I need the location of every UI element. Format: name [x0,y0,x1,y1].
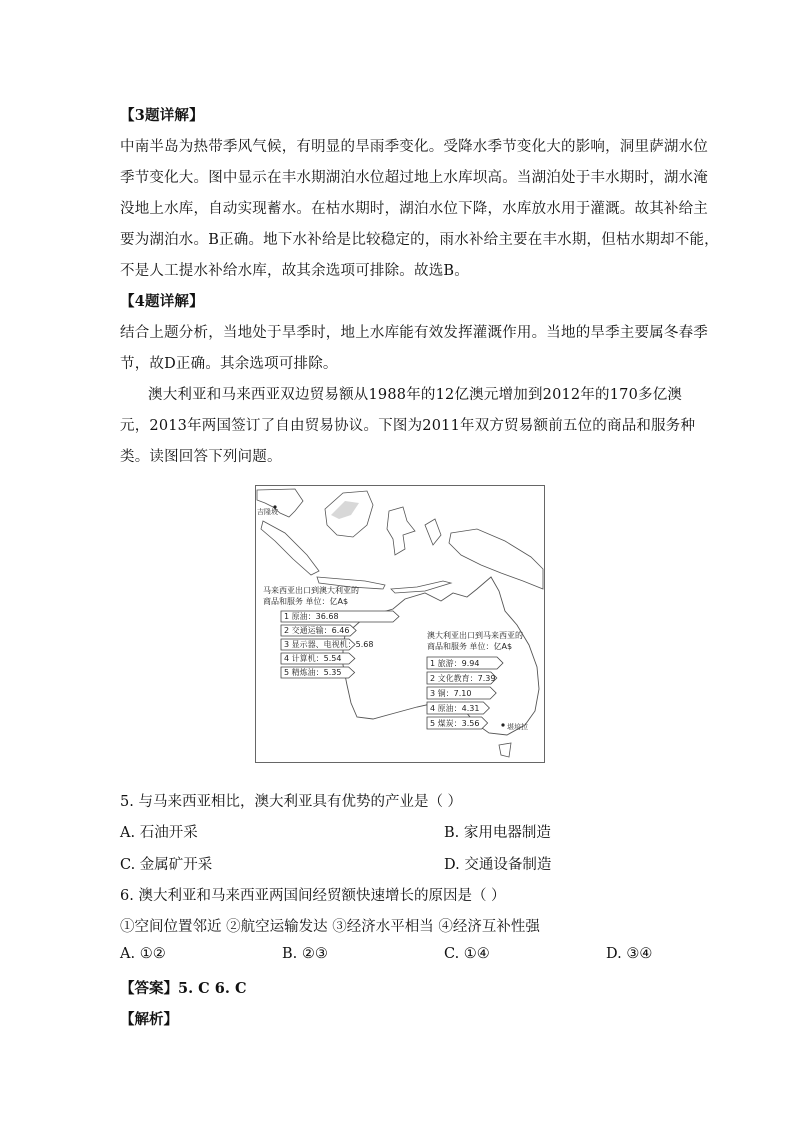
analysis-heading: 【解析】 [120,1011,178,1028]
kuala-lumpur-label: 吉隆坡 [257,508,278,516]
q5-option-c: C. 金属矿开采 [120,857,213,873]
q5-option-b: B. 家用电器制造 [444,825,551,841]
intro-line: 类。读图回答下列问题。 [120,449,282,465]
au-export-item-label: 4 原油：4.31 [430,704,480,713]
q4-heading: 【4题详解】 [120,293,204,310]
q5-option-d: D. 交通设备制造 [444,857,552,873]
q3-text-line: 没地上水库，自动实现蓄水。在枯水期时，湖泊水位下降，水库放水用于灌溉。故其补给主 [120,201,708,217]
au-export-title-line: 澳大利亚出口到马来西亚的 [427,631,523,640]
my-export-title-line: 马来西亚出口到澳大利亚的 [263,586,359,595]
q5-option-a: A. 石油开采 [120,825,198,841]
my-export-item-label: 4 计算机：5.54 [284,654,342,663]
q3-text-line: 要为湖泊水。B正确。地下水补给是比较稳定的，雨水补给主要在丰水期，但枯水期却不能， [120,232,719,248]
q3-text-line: 中南半岛为热带季风气候，有明显的旱雨季变化。受降水季节变化大的影响，洞里萨湖水位 [120,139,708,155]
au-export-item-label: 3 铜：7.10 [430,689,472,698]
q6-option-b: B. ②③ [282,946,328,962]
au-export-item-label: 1 旅游：9.94 [430,659,480,668]
q6-items: ①空间位置邻近 ②航空运输发达 ③经济水平相当 ④经济互补性强 [120,919,540,935]
my-export-item-label: 3 显示器、电视机：5.68 [284,640,374,649]
my-export-item-label: 1 原油：36.68 [284,612,339,621]
q4-text-line: 节，故D正确。其余选项可排除。 [120,356,338,372]
au-export-item-label: 2 文化教育：7.39 [430,674,496,683]
answer-line: 【答案】5. C 6. C [120,980,247,997]
q5-stem: 5. 与马来西亚相比，澳大利亚具有优势的产业是（ ） [120,794,463,810]
tasmania-landmass [499,743,511,757]
q6-stem: 6. 澳大利亚和马来西亚两国间经贸额快速增长的原因是（ ） [120,888,506,904]
canberra-marker [501,723,504,726]
trade-map-figure [255,485,545,763]
q6-option-d: D. ③④ [606,946,653,962]
q6-option-c: C. ①④ [444,946,490,962]
q3-text-line: 季节变化大。图中显示在丰水期湖泊水位超过地上水库坝高。当湖泊处于丰水期时，湖水淹 [120,170,708,186]
my-export-title-line: 商品和服务 单位：亿A$ [263,597,349,606]
intro-line: 澳大利亚和马来西亚双边贸易额从1988年的12亿澳元增加到2012年的170多亿澳 [148,387,683,403]
au-export-title-line: 商品和服务 单位：亿A$ [427,642,513,651]
my-export-item-label: 2 交通运输：6.46 [284,626,350,635]
canberra-label: 堪培拉 [507,723,528,731]
intro-line: 元，2013年两国签订了自由贸易协议。下图为2011年双方贸易额前五位的商品和服务种 [120,418,696,434]
q6-option-a: A. ①② [120,946,166,962]
my-export-item-label: 5 精炼油：5.35 [284,668,342,677]
au-export-item-label: 5 煤炭：3.56 [430,719,480,728]
q3-heading: 【3题详解】 [120,107,204,124]
q4-text-line: 结合上题分析，当地处于旱季时，地上水库能有效发挥灌溉作用。当地的旱季主要属冬春季 [120,325,708,341]
q3-text-line: 不是人工提水补给水库，故其余选项可排除。故选B。 [120,263,469,279]
